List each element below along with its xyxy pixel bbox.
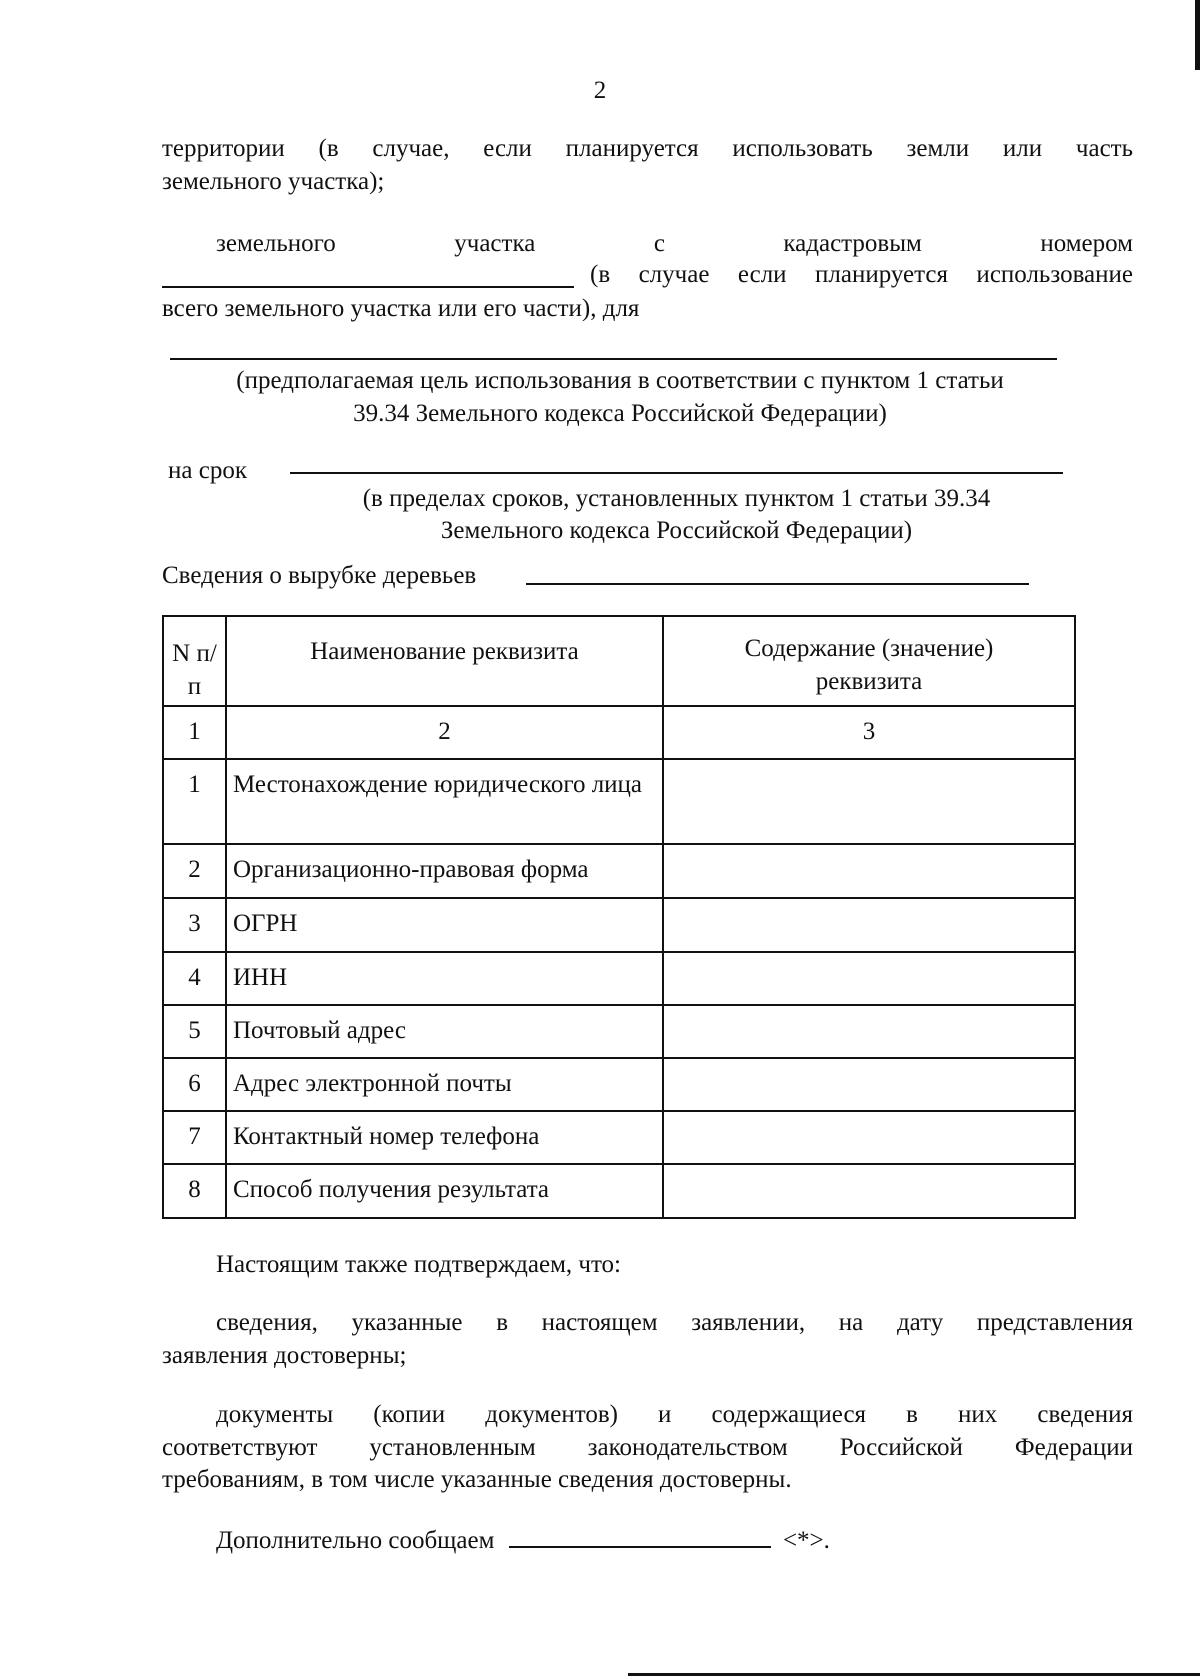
row-value[interactable] [663, 1058, 1075, 1111]
confirm-p2-line-1: документы (копии документов) и содержащиеся в них сведения [216, 1401, 1133, 1428]
header-name: Наименование реквизита [226, 616, 663, 706]
header-number: N п/п [163, 616, 226, 706]
row-name: Почтовый адрес [226, 1005, 663, 1058]
term-caption-line-2: Земельного кодекса Российской Федерации) [440, 517, 913, 544]
cadastral-line-1 [216, 227, 1133, 260]
row-number: 6 [163, 1058, 226, 1111]
purpose-caption-line-2: 39.34 Земельного кодекса Российской Федерации) [353, 400, 887, 427]
intro-line-2: земельного участка); [162, 168, 385, 195]
table-row [163, 1005, 1075, 1058]
table-row [163, 1164, 1075, 1218]
row-value[interactable] [663, 1005, 1075, 1058]
purpose-blank[interactable] [170, 358, 1057, 360]
page-number: 2 [593, 77, 607, 104]
row-value[interactable] [663, 952, 1075, 1005]
term-blank[interactable] [290, 472, 1063, 474]
row-name: ИНН [226, 952, 663, 1005]
cadastral-number-blank[interactable] [162, 286, 574, 288]
additional-label: Дополнительно сообщаем [216, 1527, 495, 1554]
intro-line-1: территории (в случае, если планируется использовать земли или часть [162, 135, 1133, 162]
table-row [163, 898, 1075, 952]
requisites-table [162, 615, 1076, 1219]
cadastral-word: с [653, 230, 665, 257]
additional-line [216, 1522, 830, 1557]
additional-footnote-mark: <*>. [782, 1527, 830, 1554]
row-name: ОГРН [226, 898, 663, 952]
row-value[interactable] [663, 844, 1075, 898]
confirm-p2-line-3: требованиям, в том числе указанные сведения достоверны. [162, 1466, 792, 1493]
cadastral-line-2: (в случае если планируется использование [590, 261, 1133, 288]
numbering-cell: 2 [226, 706, 663, 759]
term-caption-line-1: (в пределах сроков, установленных пунктом 1 статьи 39.34 [362, 485, 991, 512]
row-name: Адрес электронной почты [226, 1058, 663, 1111]
cadastral-line-3: всего земельного участка или его части), для [162, 295, 640, 322]
purpose-caption-line-1: (предполагаемая цель использования в соответствии с пунктом 1 статьи [236, 367, 1004, 394]
table-numbering-row [163, 706, 1075, 759]
trees-label: Сведения о вырубке деревьев [162, 562, 477, 589]
table-header-row [163, 616, 1075, 706]
row-number: 8 [163, 1164, 226, 1218]
table-row [163, 759, 1075, 844]
row-number: 5 [163, 1005, 226, 1058]
row-number: 7 [163, 1111, 226, 1164]
table-row [163, 1058, 1075, 1111]
row-name: Организационно-правовая форма [226, 844, 663, 898]
cadastral-word: земельного [216, 230, 336, 257]
table-row [163, 1111, 1075, 1164]
confirm-p1-line-2: заявления достоверны; [162, 1342, 407, 1369]
row-number: 1 [163, 759, 226, 844]
scan-edge-mark [1195, 0, 1200, 70]
table-row [163, 952, 1075, 1005]
row-name: Местонахождение юридического лица [226, 759, 663, 844]
confirm-p2-line-2: соответствуют установленным законодательством Российской Федерации [162, 1434, 1133, 1461]
cadastral-word: номером [1040, 230, 1133, 257]
cadastral-word: кадастровым [783, 230, 922, 257]
numbering-cell: 1 [163, 706, 226, 759]
row-value[interactable] [663, 1111, 1075, 1164]
trees-blank[interactable] [526, 583, 1029, 585]
cadastral-word: участка [454, 230, 536, 257]
confirm-p1-line-1: сведения, указанные в настоящем заявлении, на дату представления [216, 1309, 1133, 1336]
additional-blank[interactable] [509, 1522, 771, 1548]
row-name: Контактный номер телефона [226, 1111, 663, 1164]
row-value[interactable] [663, 898, 1075, 952]
row-number: 3 [163, 898, 226, 952]
header-value: Содержание (значение) реквизита [663, 616, 1075, 706]
row-value[interactable] [663, 1164, 1075, 1218]
table-row [163, 844, 1075, 898]
confirm-heading: Настоящим также подтверждаем, что: [216, 1251, 622, 1278]
row-number: 4 [163, 952, 226, 1005]
numbering-cell: 3 [663, 706, 1075, 759]
row-value[interactable] [663, 759, 1075, 844]
term-label: на срок [168, 457, 247, 484]
footnote-separator [628, 1673, 1200, 1676]
row-number: 2 [163, 844, 226, 898]
row-name: Способ получения результата [226, 1164, 663, 1218]
